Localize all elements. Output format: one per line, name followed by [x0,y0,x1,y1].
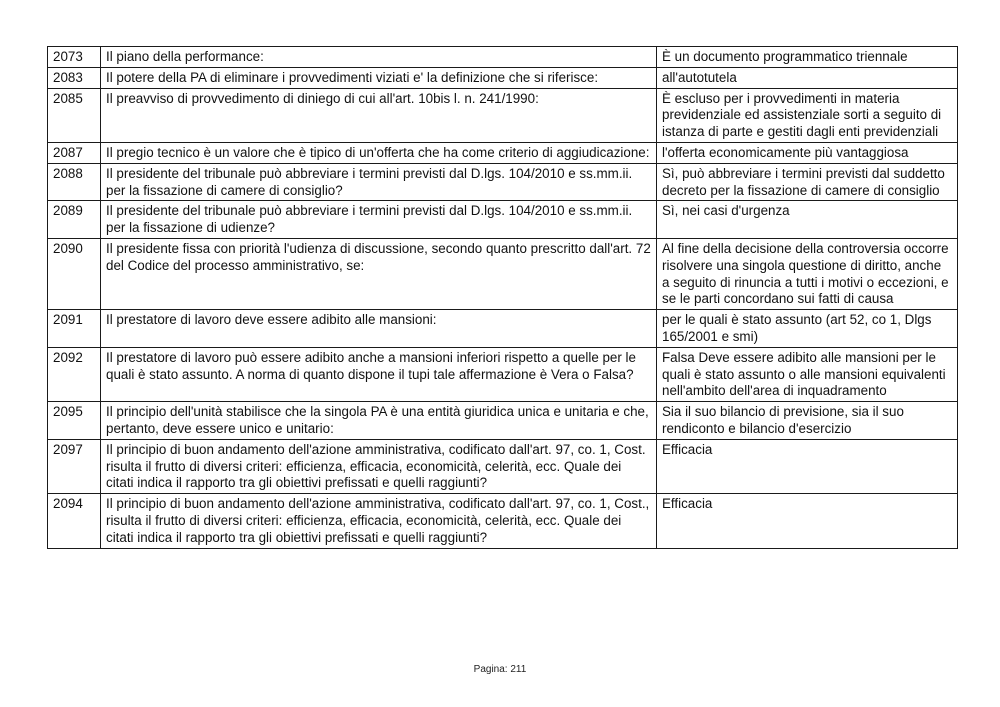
question-text: Il principio dell'unità stabilisce che la singola PA è una entità giuridica unica e unitaria e che, pertanto, deve essere unico e unitario: [101,402,657,440]
question-text: Il principio di buon andamento dell'azione amministrativa, codificato dall'art. 97, co. 1, Cost., risulta il frutto di diversi criteri: efficienza, efficacia, economicità, celerità, ecc. Quale dei citati indica il rapporto tra gli obiettivi prefissati e quelli raggiunti? [101,494,657,548]
question-text: Il preavviso di provvedimento di diniego di cui all'art. 10bis l. n. 241/1990: [101,88,657,142]
table-row [48,88,958,142]
table-row [48,47,958,68]
table-row [48,142,958,163]
question-number: 2095 [48,402,101,440]
table-row [48,402,958,440]
question-text: Il prestatore di lavoro deve essere adibito alle mansioni: [101,310,657,348]
answer-text: È escluso per i provvedimenti in materia previdenziale ed assistenziale sorti a seguito di istanza di parte e gestiti dagli enti previdenziali [657,88,958,142]
table-row [48,163,958,201]
answer-text: Efficacia [657,494,958,548]
answer-text: Sì, nei casi d'urgenza [657,201,958,239]
question-number: 2090 [48,238,101,309]
question-number: 2085 [48,88,101,142]
question-number: 2089 [48,201,101,239]
answer-text: Sia il suo bilancio di previsione, sia il suo rendiconto e bilancio d'esercizio [657,402,958,440]
answer-text: l'offerta economicamente più vantaggiosa [657,142,958,163]
question-number: 2087 [48,142,101,163]
table-row [48,439,958,493]
question-text: Il pregio tecnico è un valore che è tipico di un'offerta che ha come criterio di aggiudicazione: [101,142,657,163]
answer-text: Sì, può abbreviare i termini previsti dal suddetto decreto per la fissazione di camere di consiglio [657,163,958,201]
qa-table [47,46,958,549]
question-text: Il presidente del tribunale può abbreviare i termini previsti dal D.lgs. 104/2010 e ss.mm.ii. per la fissazione di camere di consiglio? [101,163,657,201]
question-text: Il potere della PA di eliminare i provvedimenti viziati e' la definizione che si riferisce: [101,67,657,88]
table-row [48,310,958,348]
question-text: Il prestatore di lavoro può essere adibito anche a mansioni inferiori rispetto a quelle per le quali è stato assunto. A norma di quanto dispone il tupi tale affermazione è Vera o Falsa? [101,347,657,401]
table-row [48,201,958,239]
answer-text: all'autotutela [657,67,958,88]
question-text: Il principio di buon andamento dell'azione amministrativa, codificato dall'art. 97, co. 1, Cost. risulta il frutto di diversi criteri: efficienza, efficacia, economicità, celerità, ecc. Quale dei citati indica il rapporto tra gli obiettivi prefissati e quelli raggiunti? [101,439,657,493]
question-number: 2094 [48,494,101,548]
answer-text: Al fine della decisione della controversia occorre risolvere una singola questione di diritto, anche a seguito di rinuncia a tutti i motivi o eccezioni, e se le parti concordano sui fatti di causa [657,238,958,309]
table-row [48,494,958,548]
question-number: 2073 [48,47,101,68]
answer-text: per le quali è stato assunto (art 52, co 1, Dlgs 165/2001 e smi) [657,310,958,348]
table-row [48,67,958,88]
question-number: 2083 [48,67,101,88]
question-number: 2088 [48,163,101,201]
question-text: Il presidente del tribunale può abbreviare i termini previsti dal D.lgs. 104/2010 e ss.mm.ii. per la fissazione di udienze? [101,201,657,239]
table-row [48,238,958,309]
answer-text: È un documento programmatico triennale [657,47,958,68]
answer-text: Efficacia [657,439,958,493]
answer-text: Falsa Deve essere adibito alle mansioni per le quali è stato assunto o alle mansioni equivalenti nell'ambito dell'area di inquadramento [657,347,958,401]
question-number: 2097 [48,439,101,493]
question-number: 2091 [48,310,101,348]
question-text: Il presidente fissa con priorità l'udienza di discussione, secondo quanto prescritto dall'art. 72 del Codice del processo amministrativo, se: [101,238,657,309]
question-text: Il piano della performance: [101,47,657,68]
table-row [48,347,958,401]
question-number: 2092 [48,347,101,401]
page-number: Pagina: 211 [473,664,527,675]
